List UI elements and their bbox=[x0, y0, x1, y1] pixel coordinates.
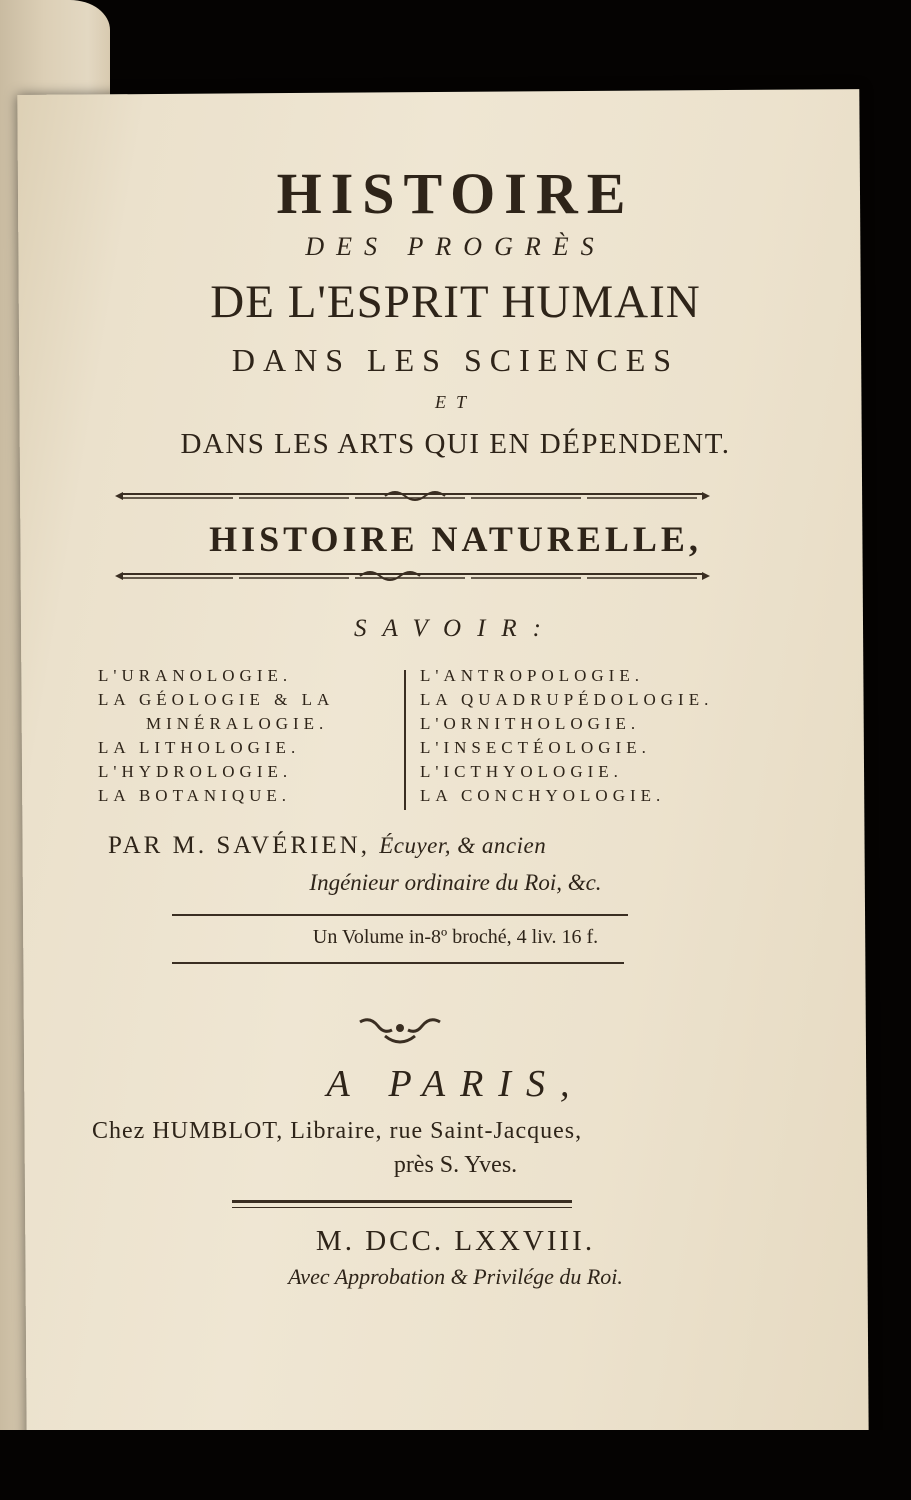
subject-list-left bbox=[98, 664, 398, 808]
imprint-address: près S. Yves. bbox=[393, 1152, 518, 1178]
divider-line bbox=[172, 962, 624, 964]
main-title: HISTOIRE bbox=[276, 161, 635, 226]
savoir-label: SAVOIR: bbox=[353, 615, 558, 642]
author-name: PAR M. SAVÉRIEN, bbox=[108, 832, 370, 859]
ornamental-rule-top bbox=[115, 490, 710, 502]
list-item: MINÉRALOGIE. bbox=[146, 714, 329, 733]
title-dans-sciences: DANS LES SCIENCES bbox=[231, 342, 680, 378]
author-title: Écuyer, & ancien bbox=[379, 833, 547, 858]
fleuron-ornament bbox=[355, 1012, 445, 1046]
imprint-publisher: Chez HUMBLOT, Libraire, rue Saint-Jacques, bbox=[92, 1118, 583, 1144]
divider-line bbox=[172, 914, 628, 916]
background-shadow bbox=[0, 1430, 911, 1500]
imprint-city: A PARIS, bbox=[326, 1063, 585, 1105]
title-dans-arts: DANS LES ARTS QUI EN DÉPENDENT. bbox=[180, 428, 731, 460]
list-item: L'ORNITHOLOGIE. bbox=[420, 714, 641, 733]
list-item: LA LITHOLOGIE. bbox=[98, 738, 301, 757]
author-line bbox=[108, 832, 546, 860]
volume-price: Un Volume in-8º broché, 4 liv. 16 f. bbox=[312, 926, 599, 948]
list-item: L'ICTHYOLOGIE. bbox=[420, 762, 623, 781]
ornamental-rule-bottom bbox=[115, 570, 710, 582]
section-title: HISTOIRE NATURELLE, bbox=[209, 519, 702, 559]
title-esprit: DE L'ESPRIT HUMAIN bbox=[210, 276, 701, 328]
list-item: LA GÉOLOGIE & LA bbox=[98, 690, 335, 709]
list-item: LA QUADRUPÉDOLOGIE. bbox=[420, 690, 714, 709]
subject-list-right bbox=[420, 664, 750, 808]
list-item: L'ANTROPOLOGIE. bbox=[420, 666, 644, 685]
list-item: LA BOTANIQUE. bbox=[98, 786, 292, 805]
imprint-date: M. DCC. LXXVIII. bbox=[315, 1225, 596, 1257]
title-et: ET bbox=[434, 392, 476, 412]
title-des-progres: DES PROGRÈS bbox=[305, 232, 606, 261]
list-item: L'URANOLOGIE. bbox=[98, 666, 293, 685]
list-item: L'INSECTÉOLOGIE. bbox=[420, 738, 651, 757]
imprint-approbation: Avec Approbation & Privilége du Roi. bbox=[288, 1264, 623, 1289]
list-item: LA CONCHYOLOGIE. bbox=[420, 786, 666, 805]
column-divider bbox=[404, 670, 406, 810]
list-item: L'HYDROLOGIE. bbox=[98, 762, 293, 781]
author-title-line2: Ingénieur ordinaire du Roi, &c. bbox=[309, 870, 602, 895]
divider-line bbox=[232, 1200, 572, 1203]
divider-line bbox=[232, 1207, 572, 1208]
